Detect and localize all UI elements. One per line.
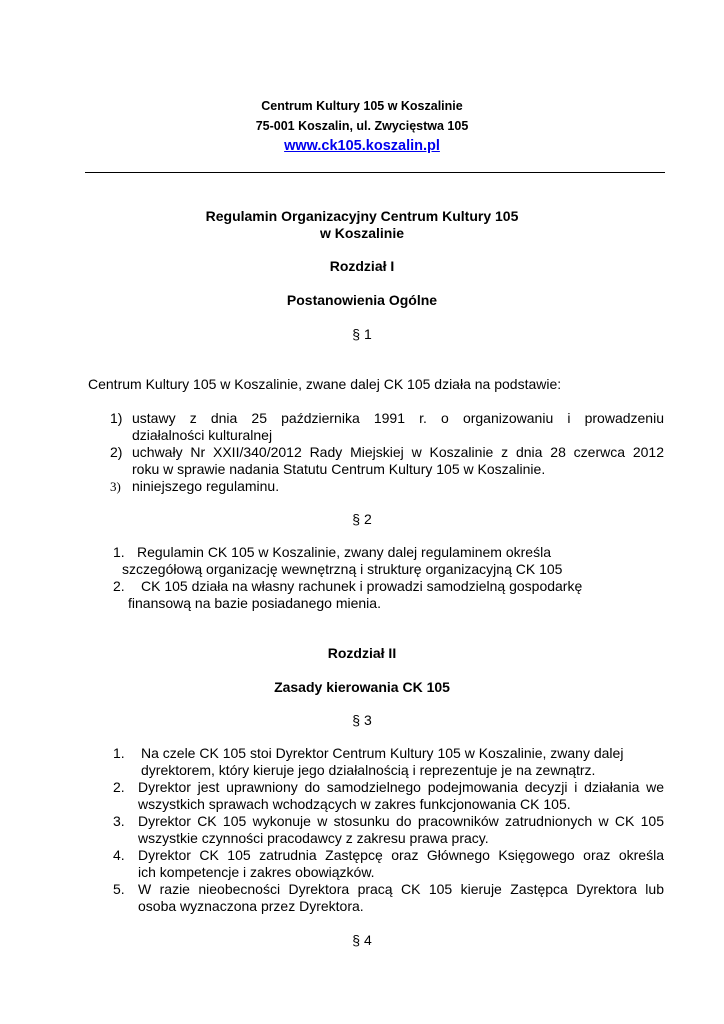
list-item-line: finansową na bazie posiadanego mienia.	[128, 595, 381, 611]
section-symbol-1: § 1	[352, 326, 372, 342]
list-item-line: szczegółową organizację wewnętrzną i strukturę organizacyjną CK 105	[122, 561, 563, 577]
header-divider	[85, 172, 665, 173]
list-number: 2.	[113, 578, 125, 594]
list-number: 2)	[110, 444, 123, 460]
list-item-line: W razie nieobecności Dyrektora pracą CK 105 kieruje Zastępca Dyrektora lub	[138, 881, 664, 897]
list-number: 5.	[113, 881, 125, 897]
list-number: 3)	[110, 479, 121, 494]
chapter2-heading: Rozdział II	[327, 645, 397, 661]
website-link[interactable]: www.ck105.koszalin.pl	[284, 138, 440, 154]
section-symbol-4: § 4	[352, 932, 372, 948]
section-symbol-2: § 2	[352, 511, 372, 527]
list-item-line: CK 105 działa na własny rachunek i prowadzi samodzielną gospodarkę	[141, 578, 583, 594]
para1-intro: Centrum Kultury 105 w Koszalinie, zwane dalej CK 105 działa na podstawie:	[88, 376, 562, 392]
list-number: 1.	[113, 745, 125, 761]
list-item-line: niniejszego regulaminu.	[132, 478, 280, 494]
list-item-line: Regulamin CK 105 w Koszalinie, zwany dalej regulaminem określa	[137, 544, 551, 560]
list-item-line: Dyrektor CK 105 zatrudnia Zastępcę oraz Głównego Księgowego oraz określa	[138, 847, 664, 863]
list-number: 2.	[113, 779, 125, 795]
org-name: Centrum Kultury 105 w Koszalinie	[261, 99, 463, 113]
list-item-line: dyrektorem, który kieruje jego działalnością i reprezentuje je na zewnątrz.	[141, 762, 596, 778]
list-item-line: ustawy z dnia 25 października 1991 r. o organizowaniu i prowadzeniu	[132, 410, 664, 426]
list-item-line: roku w sprawie nadania Statutu Centrum Kultury 105 w Koszalinie.	[132, 461, 546, 477]
list-item-line: wszystkich sprawach wchodzących w zakres funkcjonowania CK 105.	[138, 796, 571, 812]
list-item-line: Dyrektor jest uprawniony do samodzielnego podejmowania decyzji i działania we	[138, 779, 664, 795]
list-number: 1.	[113, 544, 125, 560]
list-number: 1)	[110, 410, 123, 426]
chapter2-subheading: Zasady kierowania CK 105	[274, 679, 450, 695]
list-item-line: ich kompetencje i zakres obowiązków.	[138, 864, 375, 880]
chapter1-heading: Rozdział I	[329, 258, 395, 274]
list-number: 4.	[113, 847, 125, 863]
document-title-line1: Regulamin Organizacyjny Centrum Kultury 105	[205, 208, 519, 224]
list-number: 3.	[113, 813, 125, 829]
list-item-line: Na czele CK 105 stoi Dyrektor Centrum Kultury 105 w Koszalinie, zwany dalej	[141, 745, 624, 761]
org-address: 75-001 Koszalin, ul. Zwycięstwa 105	[255, 119, 469, 133]
list-item-line: uchwały Nr XXII/340/2012 Rady Miejskiej w Koszalinie z dnia 28 czerwca 2012	[132, 444, 664, 460]
list-item-line: wszystkie czynności pracodawcy z zakresu prawa pracy.	[138, 830, 489, 846]
list-item-line: działalności kulturalnej	[132, 427, 273, 443]
list-item-line: Dyrektor CK 105 wykonuje w stosunku do pracowników zatrudnionych w CK 105	[138, 813, 664, 829]
document-title-line2: w Koszalinie	[319, 225, 405, 241]
chapter1-subheading: Postanowienia Ogólne	[286, 292, 438, 308]
list-item-line: osoba wyznaczona przez Dyrektora.	[138, 898, 364, 914]
section-symbol-3: § 3	[352, 712, 372, 728]
